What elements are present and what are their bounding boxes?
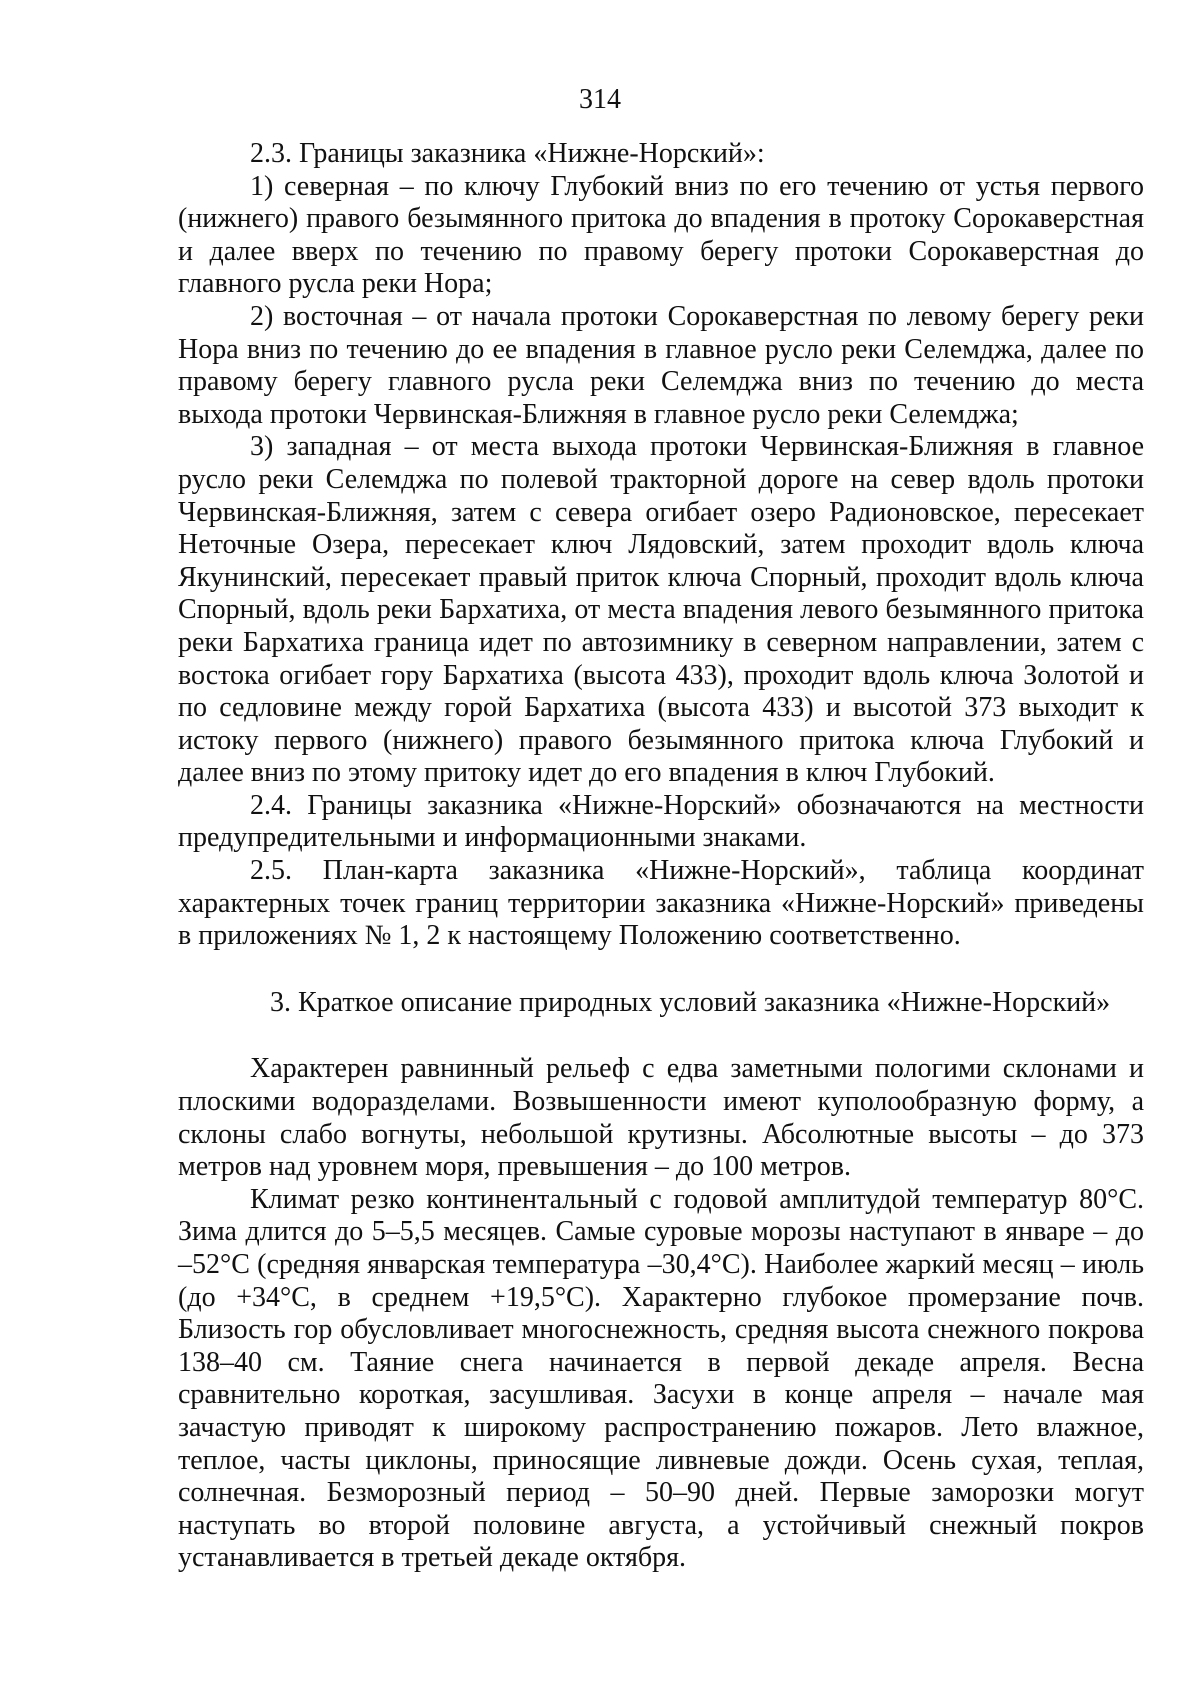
page-number: 314 bbox=[579, 84, 621, 115]
paragraph-climate: Климат резко континентальный с годовой амплитудой температур 80°С. Зима длится до 5–5,5 месяцев. Самые суровые морозы наступают в январе – до –52°С (средняя январская температура –30,4°С). Наиболее жаркий месяц – июль (до +34°С, в среднем +19,5°С). Характерно глубокое промерзание почв. Близость гор обусловливает многоснежность, средняя высота снежного покрова 138–40 см. Таяние снега начинается в первой декаде апреля. Весна сравнительно короткая, засушливая. Засухи в конце апреля – начале мая зачастую приводят к широкому распространению пожаров. Лето влажное, теплое, часты циклоны, приносящие ливневые дожди. Осень сухая, теплая, солнечная. Безморозный период – 50–90 дней. Первые заморозки могут наступать во второй половине августа, а устойчивый снежный покров устанавливается в третьей декаде октября. bbox=[178, 1183, 1144, 1574]
paragraph-border-west: 3) западная – от места выхода протоки Червинская-Ближняя в главное русло реки Селемджа по полевой тракторной дороге на север вдоль протоки Червинская-Ближняя, затем с севера огибает озеро Радионовское, пересекает Неточные Озера, пересекает ключ Лядовский, затем проходит вдоль ключа Якунинский, пересекает правый приток ключа Спорный, проходит вдоль ключа Спорный, вдоль реки Бархатиха, от места впадения левого безымянного притока реки Бархатиха граница идет по автозимнику в северном направлении, затем с востока огибает гору Бархатиха (высота 433), проходит вдоль ключа Золотой и по седловине между горой Бархатиха (высота 433) и высотой 373 выходит к истоку первого (нижнего) правого безымянного притока ключа Глубокий и далее вниз по этому притоку идет до его впадения в ключ Глубокий. bbox=[178, 431, 1144, 789]
document-body bbox=[178, 138, 1144, 1575]
section-3-heading: 3. Краткое описание природных условий заказника «Нижне-Норский» bbox=[270, 986, 1111, 1018]
paragraph-border-east: 2) восточная – от начала протоки Сорокаверстная по левому берегу реки Нора вниз по течению до ее впадения в главное русло реки Селемджа, далее по правому берегу главного русла реки Селемджа вниз по течению до места выхода протоки Червинская-Ближняя в главное русло реки Селемджа; bbox=[178, 300, 1144, 430]
paragraph-2-5: 2.5. План-карта заказника «Нижне-Норский», таблица координат характерных точек границ территории заказника «Нижне-Норский» приведены в приложениях № 1, 2 к настоящему Положению соответственно. bbox=[178, 855, 1144, 952]
paragraph-border-north: 1) северная – по ключу Глубокий вниз по его течению от устья первого (нижнего) правого безымянного притока до впадения в протоку Сорокаверстная и далее вверх по течению по правому берегу протоки Сорокаверстная до главного русла реки Нора; bbox=[178, 170, 1144, 300]
paragraph-relief: Характерен равнинный рельеф с едва заметными пологими склонами и плоскими водоразделами. Возвышенности имеют куполообразную форму, а склоны слабо вогнуты, небольшой крутизны. Абсолютные высоты – до 373 метров над уровнем моря, превышения – до 100 метров. bbox=[178, 1053, 1144, 1183]
paragraph-2-3: 2.3. Границы заказника «Нижне-Норский»: bbox=[250, 138, 765, 169]
paragraph-2-4: 2.4. Границы заказника «Нижне-Норский» обозначаются на местности предупредительными и информационными знаками. bbox=[178, 789, 1144, 854]
